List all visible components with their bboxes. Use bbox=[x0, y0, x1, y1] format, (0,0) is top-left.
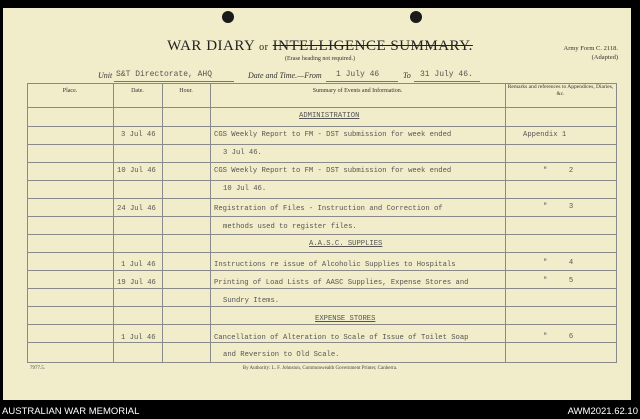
form-code: 7977.5. bbox=[30, 366, 45, 371]
entry-remark: " 5 bbox=[543, 277, 574, 285]
from-underline bbox=[326, 81, 398, 82]
entry-date: 19 Jul 46 bbox=[117, 279, 156, 287]
army-form-number: Army Form C. 2118. bbox=[563, 45, 618, 52]
to-label: To bbox=[403, 71, 411, 80]
printer-authority: By Authority: L. F. Johnston, Commonwealth Government Printer, Canberra. bbox=[242, 366, 398, 371]
col-header-hour: Hour. bbox=[179, 88, 193, 94]
col-header-date: Date. bbox=[131, 88, 144, 94]
entry-summary-line2: Sundry Items. bbox=[223, 297, 280, 305]
entry-summary-line1: Printing of Load Lists of AASC Supplies, Expense Stores and bbox=[214, 279, 469, 287]
section-heading: A.A.S.C. SUPPLIES bbox=[309, 240, 383, 248]
title-war-diary: WAR DIARY bbox=[167, 38, 255, 54]
diary-table bbox=[27, 83, 617, 363]
entry-date: 1 Jul 46 bbox=[121, 334, 156, 342]
entry-remark: Appendix 1 bbox=[523, 131, 567, 139]
unit-label: Unit bbox=[98, 71, 113, 80]
form-subtitle: (Erase heading not required.) bbox=[285, 56, 355, 62]
date-label: Date and Time.—From bbox=[248, 71, 322, 80]
col-header-remarks: Remarks and references to Appendices, Diaries, &c. bbox=[507, 84, 614, 97]
entry-summary-line1: Instructions re issue of Alcoholic Supplies to Hospitals bbox=[214, 261, 456, 269]
punch-hole bbox=[410, 11, 422, 23]
section-heading: EXPENSE STORES bbox=[315, 315, 376, 323]
section-heading: ADMINISTRATION bbox=[299, 112, 360, 120]
army-form-label bbox=[564, 44, 618, 62]
to-value: 31 July 46. bbox=[420, 70, 473, 79]
title-intelligence-summary: INTELLIGENCE SUMMARY. bbox=[272, 38, 473, 54]
from-value: 1 July 46 bbox=[336, 70, 380, 79]
credit-accession-number: AWM2021.62.10 bbox=[567, 406, 638, 417]
entry-date: 1 Jul 46 bbox=[121, 261, 156, 269]
title-or: or bbox=[259, 42, 269, 53]
entry-summary-line1: Registration of Files - Instruction and Correction of bbox=[214, 205, 443, 213]
entry-summary-line2: 10 Jul 46. bbox=[223, 185, 267, 193]
entry-remark: " 2 bbox=[543, 167, 574, 175]
entry-date: 10 Jul 46 bbox=[117, 167, 156, 175]
col-header-place: Place. bbox=[62, 88, 78, 94]
punch-hole bbox=[222, 11, 234, 23]
form-title bbox=[0, 38, 640, 55]
entry-summary-line1: CGS Weekly Report to FM - DST submission for week ended bbox=[214, 131, 452, 139]
unit-value: S&T Directorate, AHQ bbox=[116, 70, 213, 79]
entry-remark: " 6 bbox=[543, 333, 574, 341]
entry-summary-line2: and Reversion to Old Scale. bbox=[223, 351, 340, 359]
entry-summary-line1: CGS Weekly Report to FM - DST submission for week ended bbox=[214, 167, 452, 175]
entry-date: 3 Jul 46 bbox=[121, 131, 156, 139]
entry-date: 24 Jul 46 bbox=[117, 205, 156, 213]
entry-remark: " 4 bbox=[543, 259, 574, 267]
entry-summary-line2: methods used to register files. bbox=[223, 223, 357, 231]
col-header-summary: Summary of Events and Information. bbox=[312, 88, 403, 94]
credit-institution: AUSTRALIAN WAR MEMORIAL bbox=[2, 406, 140, 417]
to-underline bbox=[414, 81, 480, 82]
entry-remark: " 3 bbox=[543, 203, 574, 211]
army-form-note: (Adapted) bbox=[591, 54, 618, 61]
entry-summary-line2: 3 Jul 46. bbox=[223, 149, 262, 157]
entry-summary-line1: Cancellation of Alteration to Scale of Issue of Toilet Soap bbox=[214, 334, 469, 342]
unit-underline bbox=[114, 81, 234, 82]
